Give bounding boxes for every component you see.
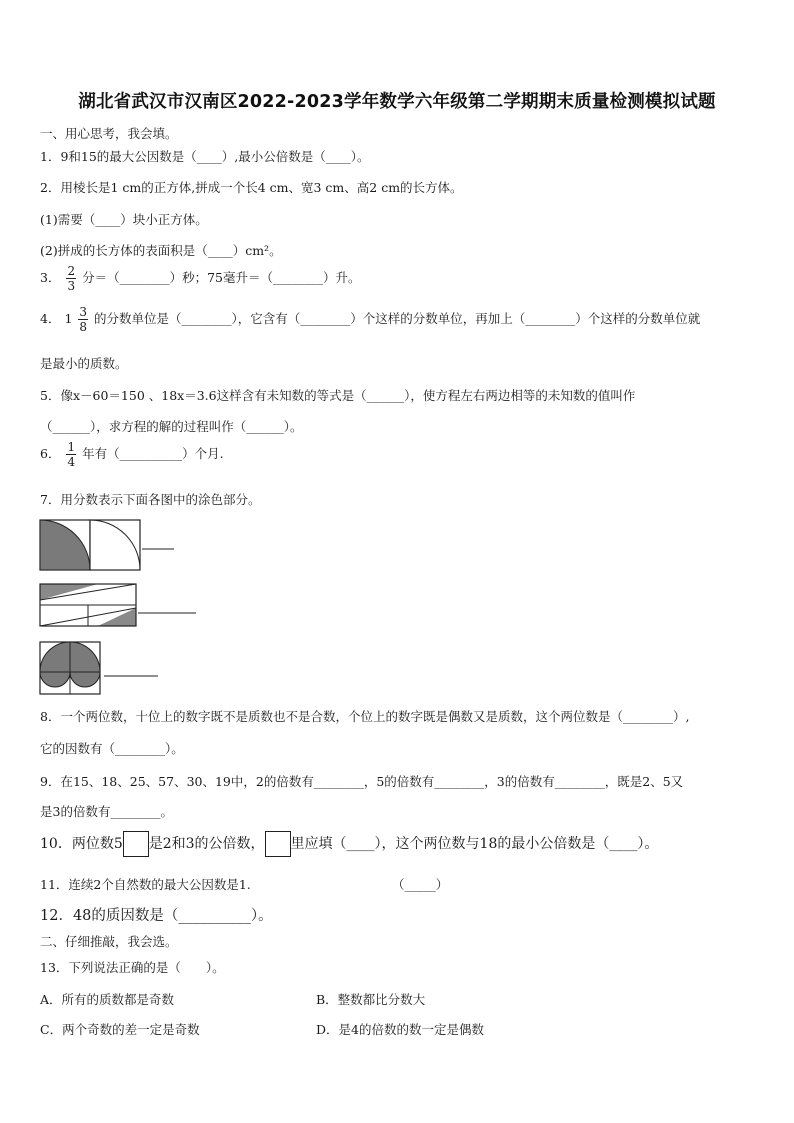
question-9-line-1: 9．在15、18、25、57、30、19中，2的倍数有________，5的倍数有________，3的倍数有________，既是2、5又	[40, 774, 684, 789]
fraction-denominator: 3	[67, 279, 76, 293]
digit-box	[265, 831, 291, 857]
question-10	[40, 831, 658, 857]
option-d: D．是4的倍数的数一定是偶数	[316, 1022, 484, 1037]
question-2-part-1: (1)需要（____）块小正方体。	[40, 212, 208, 227]
question-2-part-2: (2)拼成的长方体的表面积是（____）cm²。	[40, 243, 282, 258]
fraction-numerator: 3	[79, 305, 88, 319]
fraction-denominator: 4	[67, 455, 76, 469]
figure-quarter-circles	[38, 518, 178, 572]
question-7: 7．用分数表示下面各图中的涂色部分。	[40, 492, 261, 507]
option-a: A．所有的质数都是奇数	[40, 992, 175, 1007]
question-12: 12．48的质因数是（__________）。	[40, 908, 273, 924]
question-8-line-1: 8．一个两位数，十位上的数字既不是质数也不是合数，个位上的数字既是偶数又是质数，这个两位数是（________）,	[40, 709, 690, 724]
option-b: B．整数都比分数大	[316, 992, 426, 1007]
question-text: 的分数单位是（________），它含有（________）个这样的分数单位，再加上（________）个这样的分数单位就	[94, 311, 701, 326]
question-1: 1．9和15的最大公因数是（____）,最小公倍数是（____）。	[40, 149, 370, 164]
shaded-bottom-right	[98, 608, 136, 626]
mixed-number-whole: 1	[64, 311, 73, 326]
question-8-line-2: 它的因数有（________）。	[40, 741, 184, 756]
question-2: 2．用棱长是1 cm的正方体,拼成一个长4 cm、宽3 cm、高2 cm的长方体。	[40, 180, 463, 195]
fraction	[66, 265, 76, 292]
square-right	[90, 520, 140, 570]
figure-rectangle-triangles	[38, 582, 200, 632]
question-6	[40, 441, 224, 468]
question-text-c: 里应填（____），这个两位数与18的最小公倍数是（____）。	[290, 836, 659, 852]
question-13: 13．下列说法正确的是（ ）。	[40, 960, 225, 975]
section-heading-fill: 一、用心思考，我会填。	[40, 126, 178, 141]
question-11: 11．连续2个自然数的最大公因数是1.	[40, 877, 251, 892]
fraction-numerator: 1	[67, 440, 76, 454]
digit-box	[123, 831, 149, 857]
question-9-line-2: 是3的倍数有________。	[40, 804, 173, 819]
question-text-b: 是2和3的公倍数，	[148, 836, 265, 852]
option-c: C．两个奇数的差一定是奇数	[40, 1022, 200, 1037]
question-number: 4．	[40, 311, 61, 326]
question-text-a: 10．两位数5	[40, 836, 123, 852]
question-text: 年有（__________）个月.	[82, 446, 224, 461]
fraction-numerator: 2	[67, 264, 76, 278]
fraction	[66, 441, 76, 468]
fraction	[78, 306, 88, 333]
fraction-denominator: 8	[79, 320, 88, 334]
question-4	[40, 306, 700, 333]
figure-semicircle-square	[38, 640, 162, 698]
question-4-line-2: 是最小的质数。	[40, 356, 128, 371]
question-3	[40, 265, 360, 292]
section-heading-choice: 二、仔细推敲，我会选。	[40, 934, 178, 949]
question-5-line-2: （______），求方程的解的过程叫作（______）。	[40, 419, 303, 434]
question-number: 6．	[40, 446, 61, 461]
question-number: 3．	[40, 270, 61, 285]
page-title: 湖北省武汉市汉南区2022-2023学年数学六年级第二学期期末质量检测模拟试题	[78, 92, 716, 112]
question-11-blank: （_____）	[392, 877, 449, 892]
question-5-line-1: 5．像x－60＝150 、18x＝3.6这样含有未知数的等式是（______），使方程左右两边相等的未知数的值叫作	[40, 388, 636, 403]
question-text: 分＝（________）秒；75毫升＝（________）升。	[82, 270, 361, 285]
